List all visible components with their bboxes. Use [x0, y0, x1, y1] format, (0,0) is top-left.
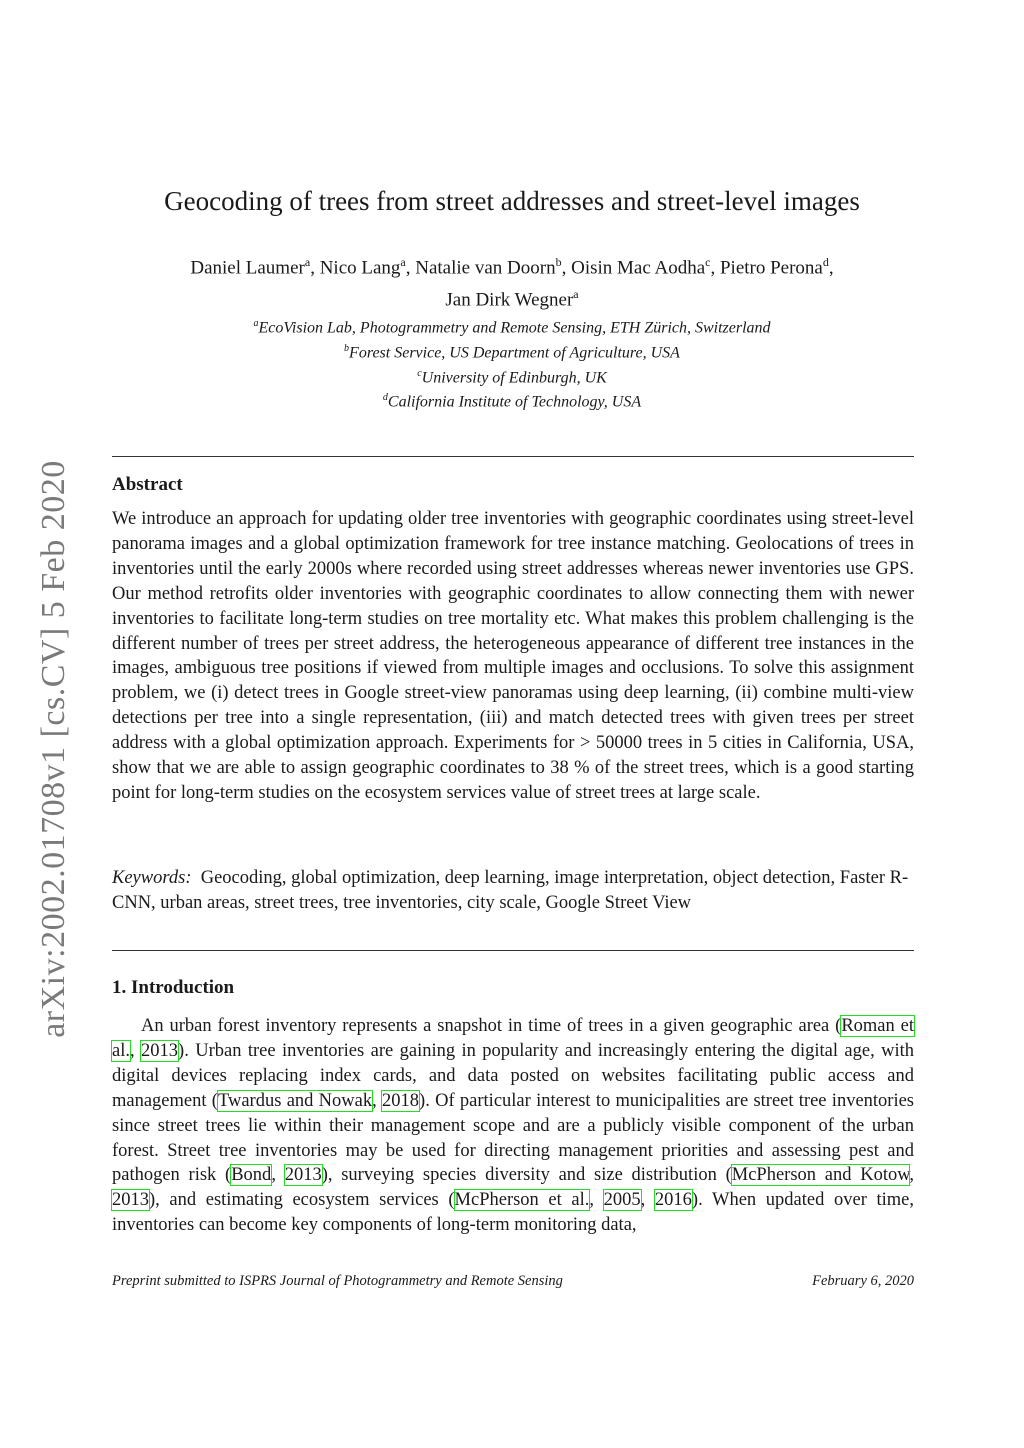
affiliation-line	[100, 314, 924, 339]
affiliation-text: California Institute of Technology, USA	[387, 393, 642, 411]
footer-journal: Preprint submitted to ISPRS Journal of Photogrammetry and Remote Sensing	[112, 1273, 563, 1289]
affiliation-list	[100, 314, 924, 413]
intro-text: ,	[129, 1040, 142, 1061]
author-affiliation-mark: a	[304, 255, 311, 269]
paper-title: Geocoding of trees from street addresses and street-level images	[164, 186, 860, 216]
author-name: Natalie van Doorn	[415, 257, 556, 279]
author-list: Daniel Laumer$^a$, Nico Lang$^a$, Natalie van Doorn$^b$, Oisin Mac Aodha$^c$, Pietro Perona$^d$, Jan Dirk Wegner$^a$	[190, 255, 834, 311]
intro-text: ,	[589, 1190, 604, 1211]
citation-link[interactable]: McPherson and Kotow	[731, 1165, 910, 1186]
citation-link[interactable]: 2013	[141, 1040, 179, 1061]
abstract-top-rule	[112, 456, 914, 457]
intro-text: ). When updated over time, inventories can become key components of long-term monitoring data,	[112, 1190, 915, 1236]
citation-link[interactable]: 2013	[112, 1190, 149, 1211]
keywords-text: Geocoding, global optimization, deep learning, image interpretation, object detection, Faster R-CNN, urban areas, street trees, tree inventories, city scale, Google Street View	[112, 868, 909, 913]
intro-text: ,	[372, 1090, 383, 1111]
intro-text: ). Of particular interest to municipalities are street tree inventories since street trees lie within their management scope and are a publicly visible component of the urban forest. Street tree inventories may be used for directing management priorities and assessing pest and pathogen risk (	[112, 1090, 915, 1186]
affiliation-text: Forest Service, US Department of Agriculture, USA	[349, 344, 680, 362]
abstract-text: We introduce an approach for updating older tree inventories with geographic coordinates using street-level panorama images and a global optimization framework for tree instance matching. Geolocations of trees in inventories until the early 2000s where recorded using street addresses whereas newer inventories use GPS. Our method retrofits older inventories with geographic coordinates to allow connecting them with newer inventories to facilitate long-term studies on tree mortality etc. What makes this problem challenging is the different number of trees per street address, the heterogeneous appearance of different tree instances in the images, ambiguous tree positions if viewed from multiple images and occlusions. To solve this assignment problem, we (i) detect trees in Google street-view panoramas using deep learning, (ii) combine multi-view detections per tree into a single representation, (iii) and match detected trees with given trees per street address with a global optimization approach. Experiments for > 50000 trees in 5 cities in California, USA, show that we are able to assign geographic coordinates to 38 % of the street trees, which is a good starting point for long-term studies on the ecosystem services value of street trees at large scale.	[112, 509, 914, 803]
author-name: Pietro Perona	[719, 257, 823, 279]
author-affiliation-mark: c	[705, 255, 711, 269]
intro-text: ,	[640, 1190, 655, 1211]
citation-link[interactable]: 2005	[603, 1190, 641, 1211]
intro-text: An urban forest inventory represents a snapshot in time of trees in a given geographic area (	[141, 1016, 842, 1036]
affiliation-line	[100, 388, 924, 413]
affiliation-text: University of Edinburgh, UK	[421, 368, 607, 386]
author-name: Nico Lang	[319, 257, 401, 279]
abstract-heading: Abstract	[112, 474, 183, 495]
abstract-bottom-rule	[112, 950, 914, 951]
author-affiliation-mark: a	[573, 287, 579, 302]
intro-text: ), and estimating ecosystem services (	[149, 1190, 455, 1211]
citation-link[interactable]: 2016	[654, 1190, 692, 1211]
citation-link[interactable]: Twardus and Nowak	[217, 1090, 373, 1111]
intro-text: ,	[271, 1165, 285, 1186]
intro-text: ,	[909, 1165, 915, 1186]
footer-date: February 6, 2020	[812, 1273, 914, 1289]
author-affiliation-mark: b	[555, 255, 562, 269]
author-name: Jan Dirk Wegner	[445, 289, 574, 311]
introduction-paragraph	[112, 1014, 914, 1238]
author-name: Oisin Mac Aodha	[571, 257, 706, 279]
affiliation-mark: c	[417, 367, 422, 379]
affiliation-mark: a	[253, 318, 259, 329]
author-affiliation-mark: d	[822, 255, 829, 269]
intro-text: ), surveying species diversity and size distribution (	[321, 1165, 732, 1186]
section-heading-introduction: 1. Introduction	[112, 977, 235, 998]
affiliation-text: EcoVision Lab, Photogrammetry and Remote Sensing, ETH Zürich, Switzerland	[258, 319, 771, 337]
citation-link[interactable]: Bond	[231, 1165, 272, 1186]
affiliation-mark: d	[382, 392, 388, 404]
affiliation-line	[100, 339, 924, 364]
keywords-label: Keywords:	[112, 868, 192, 888]
intro-text: ). Urban tree inventories are gaining in popularity and increasingly entering the digital age, with digital devices replacing index cards, and data posted on websites facilitating public access and management (	[112, 1040, 915, 1111]
citation-link[interactable]: McPherson et al.	[454, 1190, 590, 1211]
affiliation-mark: b	[344, 342, 350, 354]
author-affiliation-mark: a	[400, 255, 406, 269]
author-name: Daniel Laumer	[190, 257, 305, 279]
keywords	[112, 866, 914, 916]
citation-link[interactable]: 2018	[382, 1090, 420, 1111]
citation-link[interactable]: 2013	[284, 1165, 322, 1186]
arxiv-identifier: arXiv:2002.01708v1 [cs.CV] 5 Feb 2020	[35, 460, 72, 1038]
affiliation-line	[100, 364, 924, 389]
citation-link[interactable]: Roman et al.	[112, 1016, 915, 1061]
